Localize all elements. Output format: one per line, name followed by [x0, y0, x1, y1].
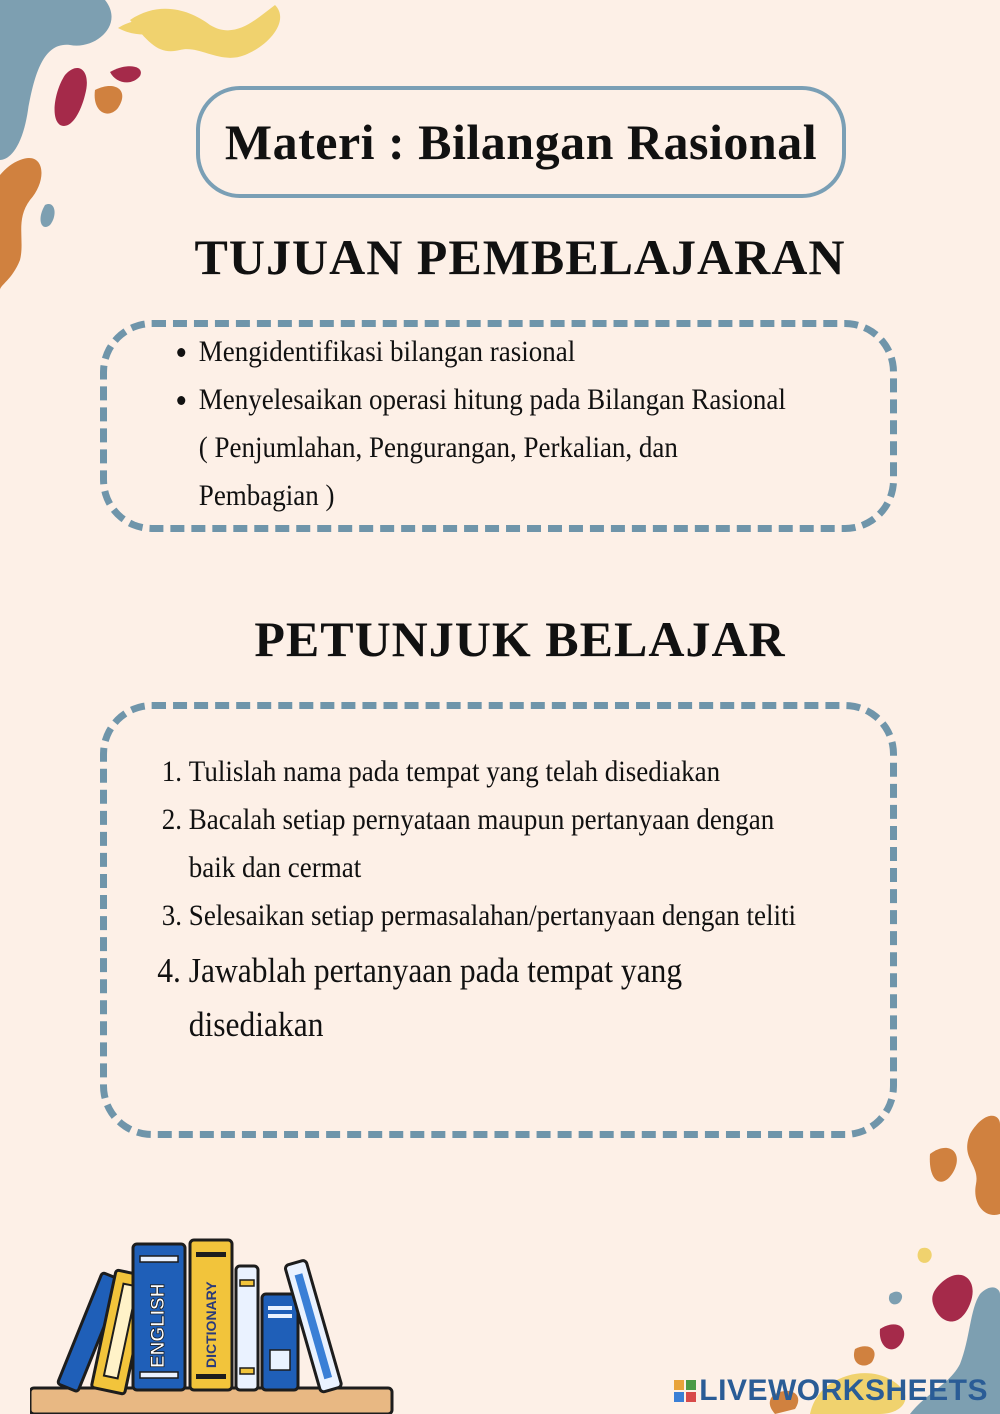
- dictionary-spine-label: DICTIONARY: [203, 1281, 219, 1368]
- watermark-text: LIVEWORKSHEETS: [699, 1374, 988, 1407]
- objective-item: • Mengidentifikasi bilangan rasional: [199, 328, 793, 376]
- page-title: Materi : Bilangan Rasional: [224, 114, 818, 170]
- instruction-item: 4. Jawablah pertanyaan pada tempat yang disediakan: [189, 944, 819, 1052]
- instruction-item: 3. Selesaikan setiap permasalahan/pertanyaan dengan teliti: [189, 892, 819, 940]
- books-illustration: [30, 1230, 400, 1414]
- instruction-item: 1. Tulislah nama pada tempat yang telah disediakan: [189, 748, 819, 796]
- instructions-heading: PETUNJUK BELAJAR: [254, 611, 786, 667]
- title-box: [196, 86, 846, 198]
- liveworksheets-logo-icon: [674, 1380, 696, 1402]
- english-spine-label: ENGLISH: [148, 1283, 169, 1368]
- objective-item: • Menyelesaikan operasi hitung pada Bilangan Rasional ( Penjumlahan, Pengurangan, Perkalian, dan Pembagian ): [199, 376, 793, 520]
- instruction-item: 2. Bacalah setiap pernyataan maupun pertanyaan dengan baik dan cermat: [189, 796, 819, 892]
- instructions-list: [160, 748, 819, 1052]
- bottom-right-splash-decoration: [680, 1094, 1000, 1414]
- objectives-list: [170, 328, 793, 520]
- liveworksheets-watermark: [674, 1374, 988, 1408]
- objectives-heading: TUJUAN PEMBELAJARAN: [194, 229, 846, 285]
